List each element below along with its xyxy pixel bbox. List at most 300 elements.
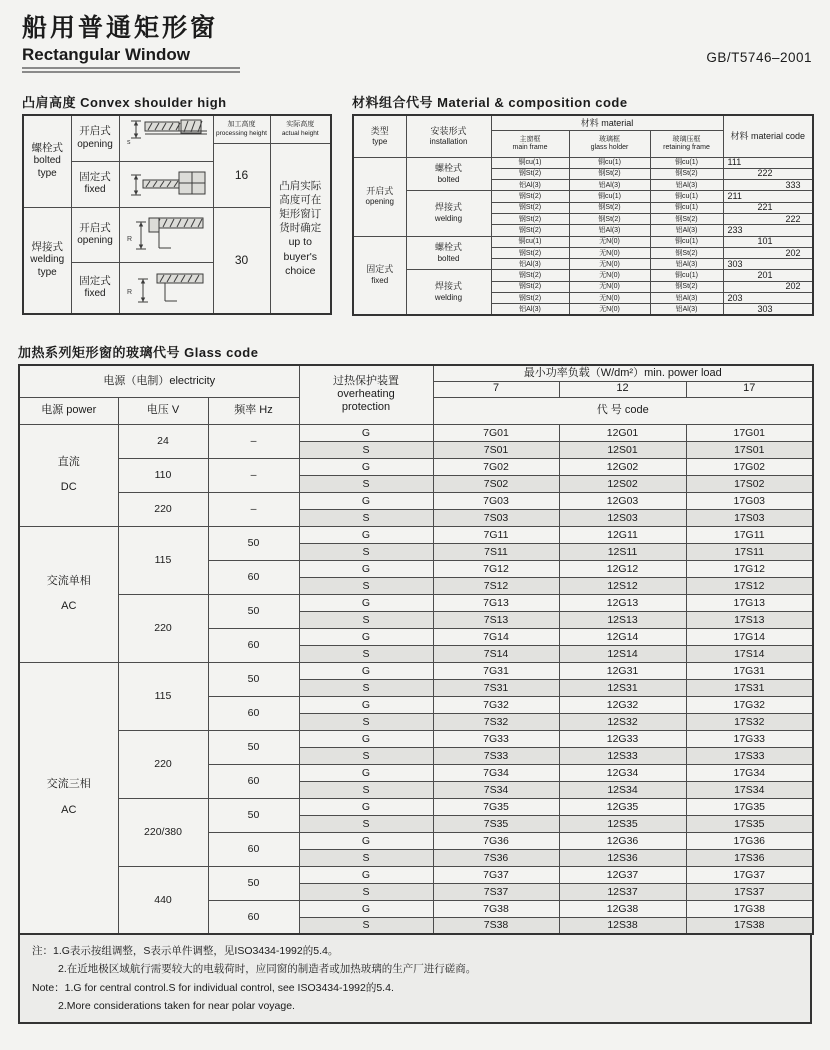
voltage-group: 115 [118, 526, 208, 594]
welding-opening-section-icon [121, 215, 211, 255]
voltage-group: 220/380 [118, 798, 208, 866]
glass-holder-material: 钢St(2) [569, 168, 650, 179]
notes-box [18, 935, 812, 1024]
glass-code-7: 7S37 [433, 883, 559, 900]
glass-code-17: 17G33 [686, 730, 813, 747]
glass-code-12: 12G32 [559, 696, 686, 713]
type-label-en: bolted type [33, 155, 61, 179]
protection-type-cell: S [299, 441, 433, 458]
note-line-en-1: Note：1.G for central control.S for individual control, see ISO3434-1992的5.4. [32, 981, 394, 994]
frequency-group: 60 [208, 560, 299, 594]
glass-code-17: 17G02 [686, 458, 813, 475]
bolted-opening-section-icon [121, 118, 211, 158]
voltage-group: 220 [118, 730, 208, 798]
document-header [22, 8, 240, 73]
glass-code-17: 17S37 [686, 883, 813, 900]
retaining-frame-material: 铝Al(3) [650, 225, 723, 236]
glass-code-7: 7S02 [433, 475, 559, 492]
frequency-group: – [208, 492, 299, 526]
glass-section [18, 342, 814, 1024]
main-frame-material: 钢St(2) [491, 202, 569, 213]
glass-holder-material: 无N(0) [569, 247, 650, 258]
glass-code-17: 17S33 [686, 747, 813, 764]
voltage-group: 110 [118, 458, 208, 492]
glass-code-17: 17S36 [686, 849, 813, 866]
glass-code-17: 17G13 [686, 594, 813, 611]
group-label-en: AC [61, 803, 77, 816]
group-label-cn: 直流 [57, 455, 80, 468]
convex-type-bolted [23, 115, 71, 207]
glass-code-7: 7G01 [433, 424, 559, 441]
min-power-load-header: 最小功率负载（W/dm²）min. power load [433, 365, 813, 381]
material-code-value: 101 [723, 236, 813, 247]
page-title-en: Rectangular Window [22, 45, 190, 64]
protection-type-cell: G [299, 594, 433, 611]
install-label-en: opening [77, 138, 113, 150]
material-install-group [406, 191, 491, 236]
frequency-group: 60 [208, 832, 299, 866]
glass-holder-material: 无N(0) [569, 236, 650, 247]
glass-code-12: 12G14 [559, 628, 686, 645]
main-frame-material: 钢St(2) [491, 270, 569, 281]
material-install-group [406, 157, 491, 191]
group-label-cn: 焊接式 [434, 202, 462, 213]
installation-header [406, 115, 491, 157]
retaining-frame-material: 铜cu(1) [650, 191, 723, 202]
main-frame-material: 钢St(2) [491, 247, 569, 258]
group-label-cn: 固定式 [366, 264, 394, 275]
glass-code-17: 17G34 [686, 764, 813, 781]
group-label-en: bolted [437, 253, 460, 263]
glass-code-12: 12S32 [559, 713, 686, 730]
glass-code-7: 7G03 [433, 492, 559, 509]
glass-code-12: 12S11 [559, 543, 686, 560]
material-type-group [353, 157, 406, 236]
material-type-group [353, 236, 406, 315]
power-source-group [19, 662, 118, 934]
main-frame-material: 钢St(2) [491, 213, 569, 224]
glass-code-17: 17S03 [686, 509, 813, 526]
glass-holder-header [569, 130, 650, 157]
dimension-label: R [127, 288, 133, 296]
group-label-cn: 焊接式 [434, 281, 462, 292]
voltage-group: 220 [118, 594, 208, 662]
header-en: actual height [281, 129, 319, 137]
header-cn: 玻璃压框 [672, 135, 701, 143]
glass-code-7: 7G34 [433, 764, 559, 781]
material-code-value: 203 [723, 293, 813, 304]
convex-install-cell [71, 207, 119, 262]
glass-code-7: 7S35 [433, 815, 559, 832]
glass-code-17: 17G35 [686, 798, 813, 815]
group-label-cn: 螺栓式 [434, 162, 462, 173]
protection-type-cell: G [299, 832, 433, 849]
install-label-en: opening [77, 234, 113, 246]
glass-code-12: 12S14 [559, 645, 686, 662]
protection-type-cell: S [299, 611, 433, 628]
group-label-en: AC [61, 600, 77, 612]
glass-code-12: 12S31 [559, 679, 686, 696]
protection-type-cell: S [299, 475, 433, 492]
protection-type-cell: S [299, 509, 433, 526]
glass-code-17: 17S11 [686, 543, 813, 560]
glass-code-7: 7S38 [433, 917, 559, 934]
glass-code-17: 17G37 [686, 866, 813, 883]
main-frame-material: 钢St(2) [491, 225, 569, 236]
glass-code-7: 7S32 [433, 713, 559, 730]
glass-code-7: 7G31 [433, 662, 559, 679]
retaining-frame-material: 铜cu(1) [650, 157, 723, 168]
protection-type-cell: S [299, 713, 433, 730]
glass-code-12: 12S12 [559, 577, 686, 594]
voltage-group: 24 [118, 424, 208, 458]
load-12-header: 12 [559, 381, 686, 397]
glass-code-7: 7S34 [433, 781, 559, 798]
glass-code-7: 7S11 [433, 543, 559, 560]
frequency-group: 50 [208, 662, 299, 696]
overheating-protection-header [299, 365, 433, 424]
glass-code-7: 7S03 [433, 509, 559, 526]
material-code-value: 202 [723, 281, 813, 292]
group-label-en: DC [60, 481, 77, 493]
glass-code-12: 12S33 [559, 747, 686, 764]
processing-height-value: 16 [213, 143, 270, 207]
glass-code-7: 7G32 [433, 696, 559, 713]
protection-type-cell: G [299, 560, 433, 577]
actual-height-note [270, 143, 331, 314]
protection-type-cell: S [299, 645, 433, 662]
protection-type-cell: G [299, 798, 433, 815]
header-en: retaining frame [663, 143, 710, 151]
load-7-header: 7 [433, 381, 559, 397]
frequency-group: 50 [208, 730, 299, 764]
header-cn: 类型 [370, 126, 389, 137]
glass-code-7: 7G37 [433, 866, 559, 883]
glass-code-17: 17S12 [686, 577, 813, 594]
retaining-frame-material: 铜cu(1) [650, 236, 723, 247]
glass-code-7: 7G12 [433, 560, 559, 577]
glass-code-7: 7G11 [433, 526, 559, 543]
main-frame-material: 钢St(2) [491, 281, 569, 292]
group-label-cn: 螺栓式 [434, 241, 462, 252]
title-underline [22, 67, 240, 73]
glass-code-12: 12S36 [559, 849, 686, 866]
glass-code-12: 12G12 [559, 560, 686, 577]
glass-holder-material: 无N(0) [569, 281, 650, 292]
group-label-en: opening [365, 197, 394, 207]
glass-code-17: 17G03 [686, 492, 813, 509]
glass-code-17: 17S32 [686, 713, 813, 730]
header-en: processing height [216, 129, 267, 137]
install-label-cn: 固定式 [79, 171, 111, 184]
convex-section [22, 92, 332, 315]
glass-holder-material: 铝Al(3) [569, 225, 650, 236]
material-code-value: 211 [723, 191, 813, 202]
voltage-header: 电压 V [118, 397, 208, 424]
glass-holder-material: 铜cu(1) [569, 157, 650, 168]
protection-type-cell: S [299, 883, 433, 900]
bolted-fixed-section-diagram [119, 161, 213, 207]
glass-code-12: 12G31 [559, 662, 686, 679]
electricity-header: 电源（电制）electricity [19, 365, 299, 397]
glass-holder-material: 钢St(2) [569, 213, 650, 224]
material-code-header: 材料 material code [723, 115, 813, 157]
glass-holder-material: 无N(0) [569, 270, 650, 281]
glass-code-17: 17S13 [686, 611, 813, 628]
glass-code-12: 12S13 [559, 611, 686, 628]
glass-code-7: 7G14 [433, 628, 559, 645]
material-section [352, 92, 814, 316]
welding-opening-section-diagram [119, 207, 213, 262]
glass-code-12: 12S37 [559, 883, 686, 900]
type-label-cn: 螺栓式 [31, 142, 63, 155]
glass-code-12: 12G11 [559, 526, 686, 543]
retaining-frame-material: 铝Al(3) [650, 180, 723, 191]
material-table [352, 114, 814, 316]
glass-code-12: 12G36 [559, 832, 686, 849]
dimension-label: s [127, 139, 131, 147]
glass-code-7: 7G02 [433, 458, 559, 475]
group-label-cn: 交流三相 [46, 778, 91, 791]
glass-code-17: 17S14 [686, 645, 813, 662]
protection-type-cell: G [299, 764, 433, 781]
protection-type-cell: G [299, 492, 433, 509]
glass-code-7: 7S13 [433, 611, 559, 628]
welding-fixed-section-diagram [119, 262, 213, 314]
glass-code-7: 7S36 [433, 849, 559, 866]
convex-type-welding [23, 207, 71, 314]
material-heading: 材料组合代号 Material & composition code [352, 95, 628, 110]
material-code-value: 202 [723, 247, 813, 258]
material-install-group [406, 236, 491, 270]
retaining-frame-header [650, 130, 723, 157]
frequency-group: 50 [208, 866, 299, 900]
retaining-frame-material: 铜cu(1) [650, 270, 723, 281]
glass-code-7: 7G35 [433, 798, 559, 815]
glass-code-12: 12S38 [559, 917, 686, 934]
retaining-frame-material: 铝Al(3) [650, 304, 723, 315]
material-code-value: 233 [723, 225, 813, 236]
glass-code-17: 17G31 [686, 662, 813, 679]
welding-fixed-section-icon [121, 268, 211, 308]
convex-install-cell [71, 115, 119, 161]
retaining-frame-material: 铝Al(3) [650, 293, 723, 304]
header-cn: 安装形式 [430, 126, 467, 137]
processing-height-header [213, 115, 270, 143]
main-frame-header [491, 130, 569, 157]
glass-code-7: 7G38 [433, 900, 559, 917]
protection-type-cell: G [299, 526, 433, 543]
retaining-frame-material: 钢St(2) [650, 213, 723, 224]
glass-code-12: 12G33 [559, 730, 686, 747]
glass-code-12: 12G03 [559, 492, 686, 509]
glass-code-7: 7S12 [433, 577, 559, 594]
note-line-en-2: 2.More considerations taken for near polar voyage. [58, 1000, 295, 1013]
glass-code-7: 7S01 [433, 441, 559, 458]
note-line-cn-2: 2.在近地极区域航行需要较大的电载荷时，应同窗的制造者或加热玻璃的生产厂进行磋商。 [58, 963, 477, 976]
install-label-cn: 开启式 [79, 125, 111, 138]
glass-code-12: 12G13 [559, 594, 686, 611]
frequency-group: 60 [208, 696, 299, 730]
glass-code-17: 17G32 [686, 696, 813, 713]
header-en: installation [429, 136, 468, 146]
protection-type-cell: G [299, 662, 433, 679]
frequency-group: 50 [208, 526, 299, 560]
retaining-frame-material: 铜cu(1) [650, 202, 723, 213]
header-cn: 实际高度 [286, 121, 315, 129]
glass-holder-material: 无N(0) [569, 304, 650, 315]
page-title-cn: 船用普通矩形窗 [22, 14, 219, 42]
material-code-value: 303 [723, 304, 813, 315]
glass-holder-material: 铝Al(3) [569, 180, 650, 191]
glass-code-12: 12G34 [559, 764, 686, 781]
glass-code-12: 12G38 [559, 900, 686, 917]
glass-code-table [18, 364, 814, 935]
note-line-cn-1: 注：1.G表示按组调整，S表示单件调整，见ISO3434-1992的5.4。 [32, 945, 339, 957]
material-header: 材料 material [491, 115, 723, 130]
material-code-value: 201 [723, 270, 813, 281]
main-frame-material: 钢St(2) [491, 168, 569, 179]
actual-note-en: up to buyer's choice [283, 236, 318, 277]
glass-code-17: 17S31 [686, 679, 813, 696]
install-label-en: fixed [84, 184, 106, 196]
protection-type-cell: G [299, 696, 433, 713]
frequency-group: 50 [208, 594, 299, 628]
header-en: type [372, 136, 388, 146]
header-cn: 主窗框 [519, 135, 541, 143]
glass-code-17: 17G12 [686, 560, 813, 577]
protection-type-cell: G [299, 730, 433, 747]
glass-holder-material: 铜cu(1) [569, 191, 650, 202]
bolted-fixed-section-icon [121, 164, 211, 204]
glass-code-7: 7G36 [433, 832, 559, 849]
glass-code-12: 12S03 [559, 509, 686, 526]
convex-table [22, 114, 332, 315]
glass-code-12: 12G37 [559, 866, 686, 883]
material-code-value: 222 [723, 168, 813, 179]
main-frame-material: 铝Al(3) [491, 304, 569, 315]
header-en: protection [341, 401, 391, 414]
convex-heading: 凸肩高度 Convex shoulder high [22, 95, 227, 110]
glass-code-17: 17S34 [686, 781, 813, 798]
glass-holder-material: 无N(0) [569, 259, 650, 270]
glass-code-12: 12G35 [559, 798, 686, 815]
processing-height-value: 30 [213, 207, 270, 314]
protection-type-cell: S [299, 747, 433, 764]
voltage-group: 220 [118, 492, 208, 526]
main-frame-material: 铜cu(1) [491, 157, 569, 168]
protection-type-cell: G [299, 866, 433, 883]
glass-heading: 加热系列矩形窗的玻璃代号 Glass code [18, 345, 259, 360]
material-code-value: 111 [723, 157, 813, 168]
material-code-value: 222 [723, 213, 813, 224]
glass-code-17: 17S35 [686, 815, 813, 832]
glass-holder-material: 钢St(2) [569, 202, 650, 213]
main-frame-material: 铝Al(3) [491, 259, 569, 270]
group-label-en: welding [434, 292, 463, 302]
protection-type-cell: S [299, 781, 433, 798]
frequency-group: – [208, 458, 299, 492]
frequency-group: 60 [208, 628, 299, 662]
type-label-cn: 焊接式 [31, 241, 63, 254]
frequency-group: 60 [208, 900, 299, 934]
protection-type-cell: S [299, 815, 433, 832]
glass-code-17: 17S02 [686, 475, 813, 492]
header-en: overheating [337, 388, 395, 401]
glass-code-17: 17G11 [686, 526, 813, 543]
glass-code-7: 7G33 [433, 730, 559, 747]
retaining-frame-material: 钢St(2) [650, 281, 723, 292]
actual-height-header [270, 115, 331, 143]
install-label-cn: 固定式 [79, 274, 111, 287]
load-17-header: 17 [686, 381, 813, 397]
glass-holder-material: 无N(0) [569, 293, 650, 304]
protection-type-cell: S [299, 543, 433, 560]
install-label-cn: 开启式 [79, 221, 111, 234]
glass-code-12: 12S01 [559, 441, 686, 458]
convex-install-cell [71, 262, 119, 314]
power-header: 电源 power [19, 397, 118, 424]
frequency-group: 50 [208, 798, 299, 832]
type-header [353, 115, 406, 157]
header-cn: 玻璃框 [599, 135, 620, 143]
group-label-en: fixed [371, 276, 389, 286]
glass-code-7: 7S31 [433, 679, 559, 696]
glass-code-17: 17S38 [686, 917, 813, 934]
group-label-en: welding [434, 214, 463, 224]
glass-code-12: 12G01 [559, 424, 686, 441]
frequency-group: 60 [208, 764, 299, 798]
glass-code-12: 12S02 [559, 475, 686, 492]
convex-install-cell [71, 161, 119, 207]
voltage-group: 440 [118, 866, 208, 934]
code-header: 代 号 code [433, 397, 813, 424]
header-en: main frame [512, 143, 548, 151]
header-cn: 过热保护装置 [333, 374, 399, 387]
group-label-cn: 交流单相 [46, 574, 91, 587]
main-frame-material: 铜cu(1) [491, 236, 569, 247]
protection-type-cell: G [299, 458, 433, 475]
glass-code-7: 7S14 [433, 645, 559, 662]
actual-note-cn: 凸肩实际高度可在矩形窗订货时确定 [279, 179, 322, 235]
power-source-group [19, 424, 118, 526]
install-label-en: fixed [84, 288, 106, 300]
glass-code-17: 17G38 [686, 900, 813, 917]
voltage-group: 115 [118, 662, 208, 730]
bolted-opening-section-diagram [119, 115, 213, 161]
retaining-frame-material: 铝Al(3) [650, 259, 723, 270]
type-label-en: welding type [30, 254, 65, 278]
main-frame-material: 钢St(2) [491, 191, 569, 202]
protection-type-cell: S [299, 577, 433, 594]
power-source-group [19, 526, 118, 662]
material-install-group [406, 270, 491, 315]
material-code-value: 333 [723, 180, 813, 191]
frequency-header: 频率 Hz [208, 397, 299, 424]
dimension-label: R [127, 235, 133, 243]
glass-code-17: 17S01 [686, 441, 813, 458]
glass-code-17: 17G01 [686, 424, 813, 441]
retaining-frame-material: 钢St(2) [650, 247, 723, 258]
glass-code-12: 12S35 [559, 815, 686, 832]
header-en: glass holder [590, 143, 629, 151]
protection-type-cell: G [299, 628, 433, 645]
glass-code-7: 7S33 [433, 747, 559, 764]
main-frame-material: 铝Al(3) [491, 180, 569, 191]
protection-type-cell: G [299, 424, 433, 441]
standard-number: GB/T5746–2001 [706, 50, 812, 65]
material-code-value: 221 [723, 202, 813, 213]
